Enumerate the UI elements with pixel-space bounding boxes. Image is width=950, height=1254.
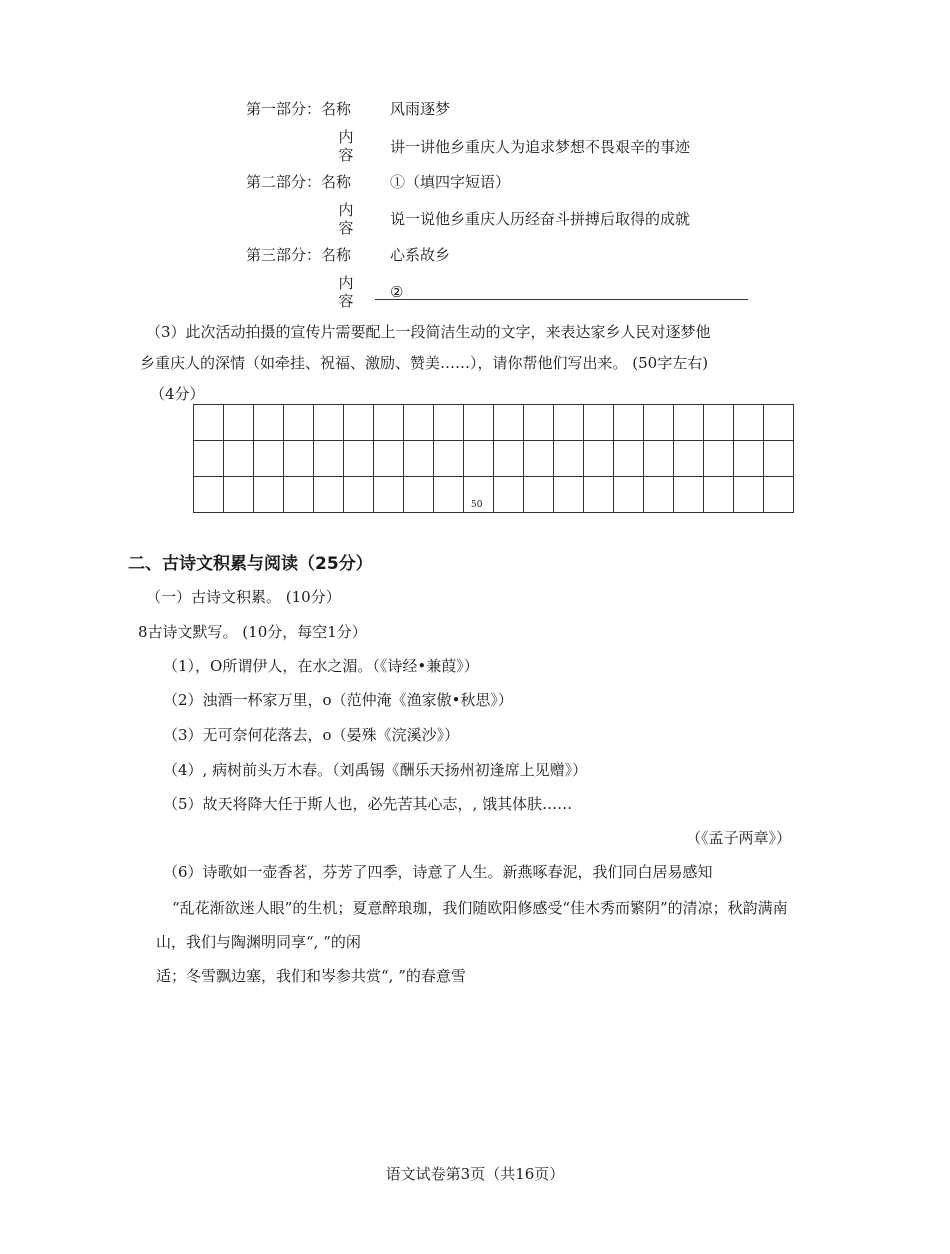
- grid-cell[interactable]: [374, 441, 404, 477]
- grid-cell[interactable]: [434, 477, 464, 513]
- answer-underline: [375, 299, 748, 300]
- grid-cell[interactable]: [194, 477, 224, 513]
- grid-cell[interactable]: [554, 405, 584, 441]
- grid-cell[interactable]: [374, 477, 404, 513]
- grid-cell[interactable]: [434, 405, 464, 441]
- part2-label: 第二部分：名称: [246, 173, 352, 191]
- part2-name: ①（填四字短语）: [390, 173, 511, 191]
- grid-cell[interactable]: [734, 441, 764, 477]
- grid-cell[interactable]: [734, 405, 764, 441]
- poem-item-3: （3）无可奈何花落去，o（晏殊《浣溪沙》）: [163, 726, 460, 744]
- q3-line2: 乡重庆人的深情（如牵挂、祝福、激励、赞美……），请你帮他们写出来。 (50字左右): [140, 354, 709, 372]
- grid-cell[interactable]: [434, 441, 464, 477]
- grid-cell[interactable]: [194, 441, 224, 477]
- grid-cell[interactable]: [554, 477, 584, 513]
- poem-item-5: （5）故天将降大任于斯人也，必先苦其心志，, 饿其体肤……: [163, 795, 573, 813]
- part1-content-label: 内 容: [338, 128, 354, 164]
- q3-score: （4分）: [150, 385, 205, 403]
- grid-cell[interactable]: [674, 441, 704, 477]
- grid-cell[interactable]: [314, 405, 344, 441]
- grid-cell[interactable]: [494, 405, 524, 441]
- part3-label: 第三部分：名称: [246, 246, 352, 264]
- grid-cell[interactable]: [224, 477, 254, 513]
- grid-cell[interactable]: [584, 441, 614, 477]
- part3-name: 心系故乡: [390, 246, 451, 264]
- grid-cell[interactable]: [584, 405, 614, 441]
- grid-cell[interactable]: [734, 477, 764, 513]
- question-8-prompt: 8古诗文默写。 (10分，每空1分）: [138, 623, 367, 641]
- grid-cell[interactable]: [314, 477, 344, 513]
- grid-cell[interactable]: [314, 441, 344, 477]
- grid-cell[interactable]: [704, 405, 734, 441]
- grid-cell[interactable]: [344, 405, 374, 441]
- grid-cell[interactable]: [764, 405, 794, 441]
- part3-content-label: 内 容: [338, 274, 354, 310]
- part2-content: 说一说他乡重庆人历经奋斗拼搏后取得的成就: [390, 210, 691, 228]
- grid-cell[interactable]: [644, 405, 674, 441]
- grid-cell[interactable]: [194, 405, 224, 441]
- grid-cell[interactable]: [614, 477, 644, 513]
- poem-item-6-line3: 山，我们与陶渊明同享“, ”的闲: [156, 933, 361, 951]
- grid-cell[interactable]: [704, 477, 734, 513]
- part1-name: 风雨逐梦: [390, 100, 451, 118]
- grid-cell[interactable]: [464, 441, 494, 477]
- grid-count-marker: 50: [471, 500, 483, 510]
- grid-cell[interactable]: [764, 477, 794, 513]
- grid-cell[interactable]: [404, 405, 434, 441]
- poem-item-2: （2）浊酒一杯家万里，o（范仲淹《渔家傲•秋思》）: [163, 691, 513, 709]
- grid-cell[interactable]: [254, 405, 284, 441]
- section-heading: 二、古诗文积累与阅读（25分）: [128, 554, 373, 574]
- grid-cell[interactable]: [524, 441, 554, 477]
- grid-cell[interactable]: [614, 405, 644, 441]
- grid-cell[interactable]: [254, 477, 284, 513]
- part2-content-label: 内 容: [338, 201, 354, 237]
- grid-cell[interactable]: [224, 405, 254, 441]
- poem-item-6-line1: （6）诗歌如一壶香茗，芬芳了四季，诗意了人生。新燕啄春泥，我们同白居易感知: [163, 863, 713, 881]
- grid-cell[interactable]: [704, 441, 734, 477]
- grid-cell[interactable]: [644, 441, 674, 477]
- page-footer: 语文试卷第3页（共16页）: [385, 1165, 565, 1183]
- grid-cell[interactable]: [494, 477, 524, 513]
- grid-cell[interactable]: [524, 405, 554, 441]
- grid-cell[interactable]: [524, 477, 554, 513]
- grid-cell[interactable]: [224, 441, 254, 477]
- grid-cell[interactable]: [674, 477, 704, 513]
- grid-cell[interactable]: [494, 441, 524, 477]
- part1-label: 第一部分：名称: [246, 100, 352, 118]
- grid-cell[interactable]: [344, 477, 374, 513]
- grid-cell[interactable]: [404, 477, 434, 513]
- part1-content: 讲一讲他乡重庆人为追求梦想不畏艰辛的事迹: [390, 138, 691, 156]
- grid-cell[interactable]: [404, 441, 434, 477]
- poem-item-1: （1），O所谓伊人，在水之湄。（《诗经•兼葭》）: [163, 657, 479, 675]
- poem-item-6-line4: 适；冬雪飘边塞，我们和岑参共赏“, ”的春意雪: [156, 967, 466, 985]
- grid-cell[interactable]: [284, 441, 314, 477]
- subsection-heading: （一）古诗文积累。 (10分）: [146, 588, 341, 606]
- grid-cell[interactable]: [674, 405, 704, 441]
- poem-item-4: （4）, 病树前头万木春。（刘禹锡《酬乐天扬州初逢席上见赠》）: [163, 761, 588, 779]
- q3-line1: （3）此次活动拍摄的宣传片需要配上一段简洁生动的文字，来表达家乡人民对逐梦他: [146, 323, 711, 341]
- grid-cell[interactable]: [554, 441, 584, 477]
- grid-cell[interactable]: [764, 441, 794, 477]
- part3-content-blank: ②: [390, 283, 404, 301]
- grid-cell[interactable]: [614, 441, 644, 477]
- grid-cell[interactable]: [254, 441, 284, 477]
- poem-item-5-source: （《孟子两章》）: [686, 829, 792, 847]
- grid-cell[interactable]: [284, 405, 314, 441]
- grid-cell[interactable]: [374, 405, 404, 441]
- grid-cell[interactable]: [344, 441, 374, 477]
- grid-cell[interactable]: [284, 477, 314, 513]
- answer-grid[interactable]: [193, 404, 794, 513]
- grid-cell[interactable]: [464, 405, 494, 441]
- poem-item-6-line2: “乱花渐欲迷人眼”的生机；夏意醉琅珈，我们随欧阳修感受“佳木秀而繁阴”的清凉；秋韵满南: [172, 899, 788, 917]
- grid-cell[interactable]: [644, 477, 674, 513]
- grid-cell[interactable]: [584, 477, 614, 513]
